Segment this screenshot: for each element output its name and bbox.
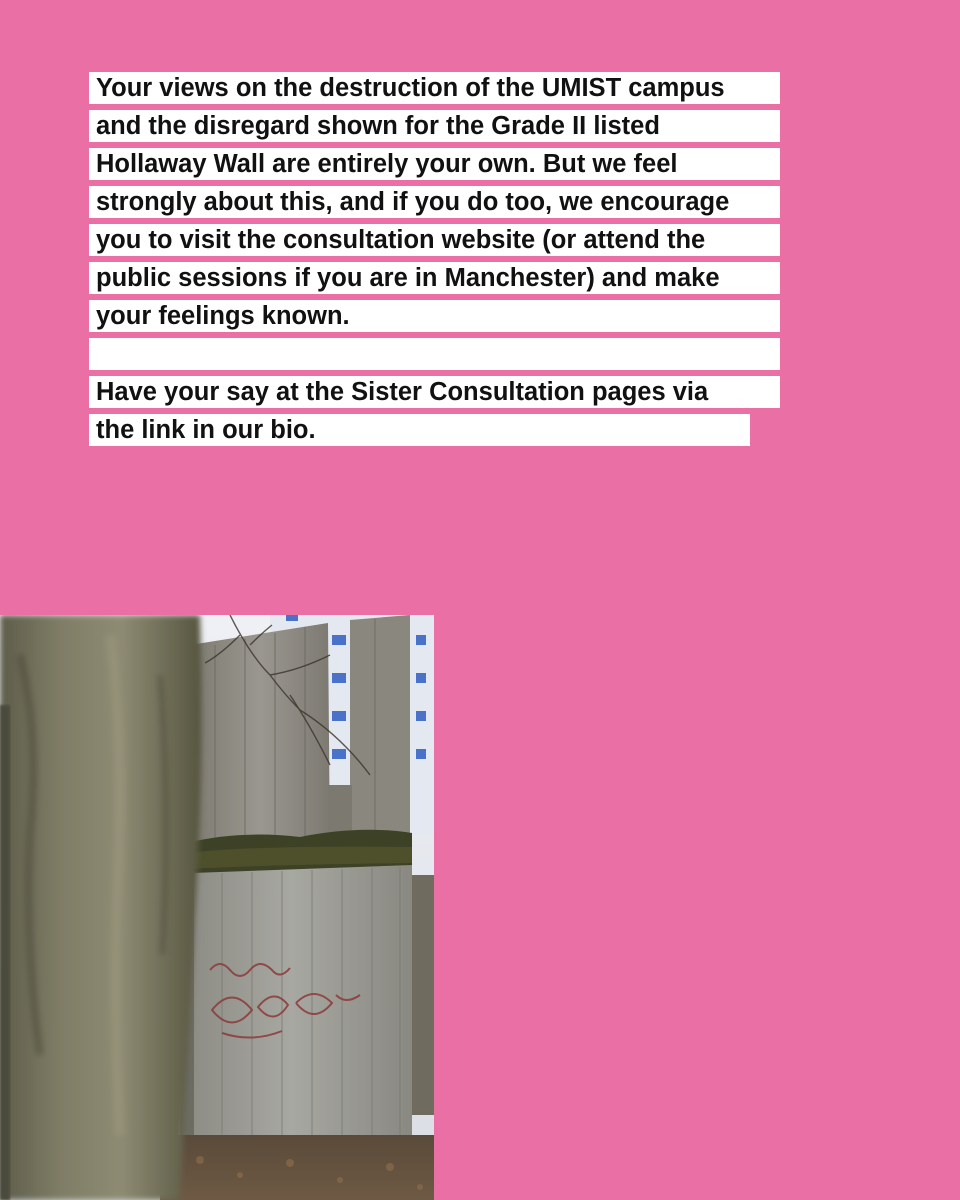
concrete-wall-photo (0, 615, 434, 1200)
text-line: Hollaway Wall are entirely your own. But we feel (89, 148, 780, 180)
text-line: strongly about this, and if you do too, we encourage (89, 186, 780, 218)
text-line: Have your say at the Sister Consultation pages via (89, 376, 780, 408)
text-line: public sessions if you are in Manchester) and make (89, 262, 780, 294)
blank-line (89, 338, 780, 370)
text-line: your feelings known. (89, 300, 780, 332)
text-line: and the disregard shown for the Grade II listed (89, 110, 780, 142)
text-line: you to visit the consultation website (or attend the (89, 224, 780, 256)
text-line: the link in our bio. (89, 414, 750, 446)
text-line: Your views on the destruction of the UMIST campus (89, 72, 780, 104)
